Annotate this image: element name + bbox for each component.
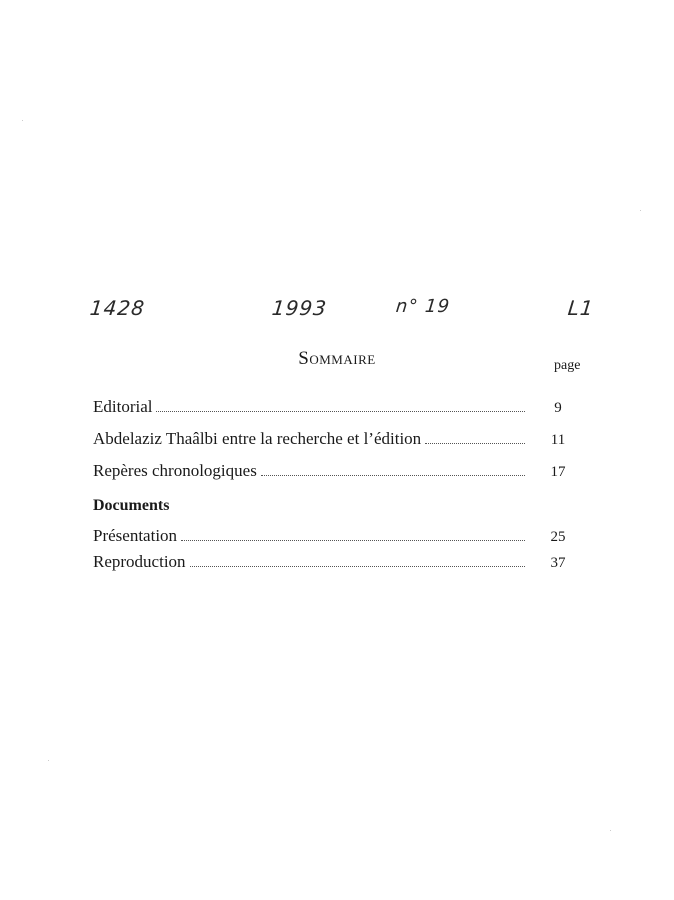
toc-entry-label: Repères chronologiques <box>93 461 257 480</box>
toc-entry <box>93 397 585 417</box>
toc-entry-page: 37 <box>550 555 566 571</box>
dot-leader <box>190 565 525 567</box>
handwritten-note: L1 <box>566 296 596 320</box>
toc-entry-label: Abdelaziz Thaâlbi entre la recherche et l’édition <box>93 429 422 448</box>
toc-entry <box>93 526 585 546</box>
page-column-label: page <box>554 358 581 373</box>
scan-speck <box>640 210 641 211</box>
dot-leader <box>425 442 525 444</box>
handwritten-note: n° 19 <box>394 296 452 317</box>
page-title: Sommaire <box>298 348 376 369</box>
dot-leader <box>181 539 525 541</box>
toc-entry-label: Editorial <box>93 397 153 416</box>
scan-speck <box>48 760 49 761</box>
toc-entry-label: Présentation <box>93 526 178 545</box>
toc-entry <box>93 429 585 449</box>
toc-entry <box>93 552 585 572</box>
dot-leader <box>156 410 525 412</box>
toc-entry-page: 9 <box>554 400 562 416</box>
toc-entry <box>93 461 585 481</box>
handwritten-note: 1428 <box>88 296 147 320</box>
toc-entry-page: 17 <box>550 464 566 480</box>
toc-entry-label: Reproduction <box>93 552 186 571</box>
scan-speck <box>22 120 23 121</box>
toc-entry-page: 25 <box>550 529 566 545</box>
handwritten-note: 1993 <box>270 296 329 320</box>
toc-entry-page: 11 <box>550 432 566 448</box>
dot-leader <box>261 474 525 476</box>
scan-speck <box>610 830 611 831</box>
section-heading-documents: Documents <box>93 497 170 514</box>
